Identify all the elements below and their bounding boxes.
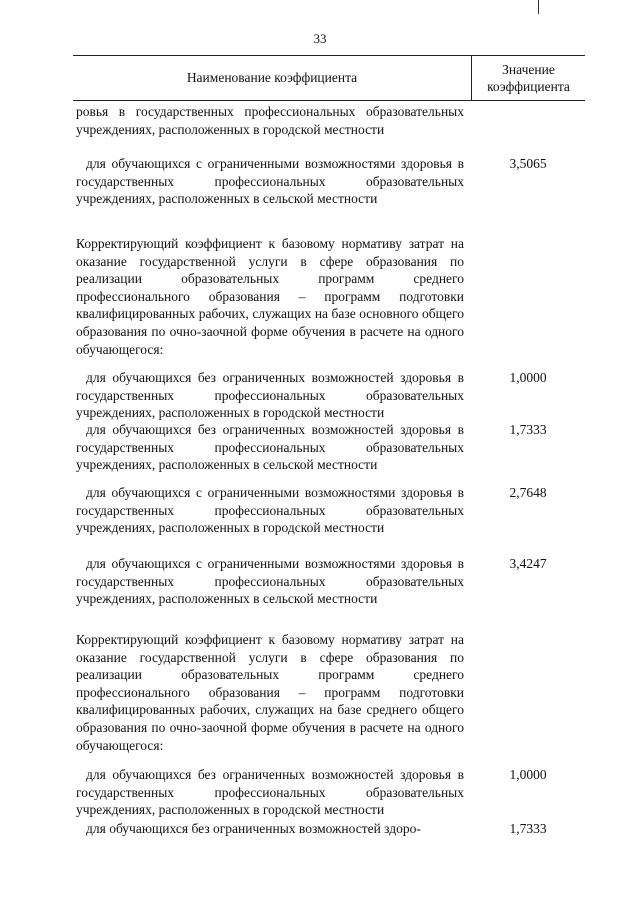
table-row-text: для обучающихся без ограниченных возможностей здоровья в государственных профессиональных образовательных учреждениях, расположенных в сельской местности xyxy=(76,422,464,473)
table-row-text: для обучающихся с ограниченными возможностями здоровья в государственных профессиональных образовательных учреждениях, расположенных в сельской местности xyxy=(76,556,464,607)
coefficient-value: 3,5065 xyxy=(509,156,547,171)
coefficient-value: 1,7333 xyxy=(509,422,547,437)
table-row-text: ровья в государственных профессиональных образовательных учреждениях, расположенных в городской местности xyxy=(76,104,464,137)
column-header-name: Наименование коэффициента xyxy=(186,70,358,85)
table-row-text: для обучающихся без ограниченных возможностей здоровья в государственных профессиональных образовательных учреждениях, расположенных в городской местности xyxy=(76,767,464,818)
coefficient-value: 3,4247 xyxy=(509,556,547,571)
coefficient-value: 1,0000 xyxy=(509,767,547,782)
column-header-value: Значение коэффициента xyxy=(487,62,570,94)
coefficient-value: 2,7648 xyxy=(509,485,547,500)
table-header xyxy=(73,55,585,101)
table-row-text: для обучающихся с ограниченными возможностями здоровья в государственных профессиональных образовательных учреждениях, расположенных в сельской местности xyxy=(76,156,464,207)
section-heading: Корректирующий коэффициент к базовому нормативу затрат на оказание государственной услуги в сфере образования по реализации образовательных программ среднего профессионального образования – программ подготовки квалифицированных рабочих, служащих на базе основного общего образования по очно-заочной форме обучения в расчете на одного обучающегося: xyxy=(76,236,464,357)
section-heading: Корректирующий коэффициент к базовому нормативу затрат на оказание государственной услуги в сфере образования по реализации образовательных программ среднего профессионального образования – программ подготовки квалифицированных рабочих, служащих на базе среднего общего образования по очно-заочной форме обучения в расчете на одного обучающегося: xyxy=(76,632,464,753)
scan-mark xyxy=(538,0,539,14)
coefficient-value: 1,7333 xyxy=(509,821,547,836)
coefficient-value: 1,0000 xyxy=(509,370,547,385)
table-row-text: для обучающихся без ограниченных возможностей здоровья в государственных профессиональных образовательных учреждениях, расположенных в городской местности xyxy=(76,370,464,421)
page-number: 33 xyxy=(313,31,327,46)
table-row-text: для обучающихся без ограниченных возможностей здоро- xyxy=(86,821,421,836)
table-row-text: для обучающихся с ограниченными возможностями здоровья в государственных профессиональных образовательных учреждениях, расположенных в городской местности xyxy=(76,485,464,536)
